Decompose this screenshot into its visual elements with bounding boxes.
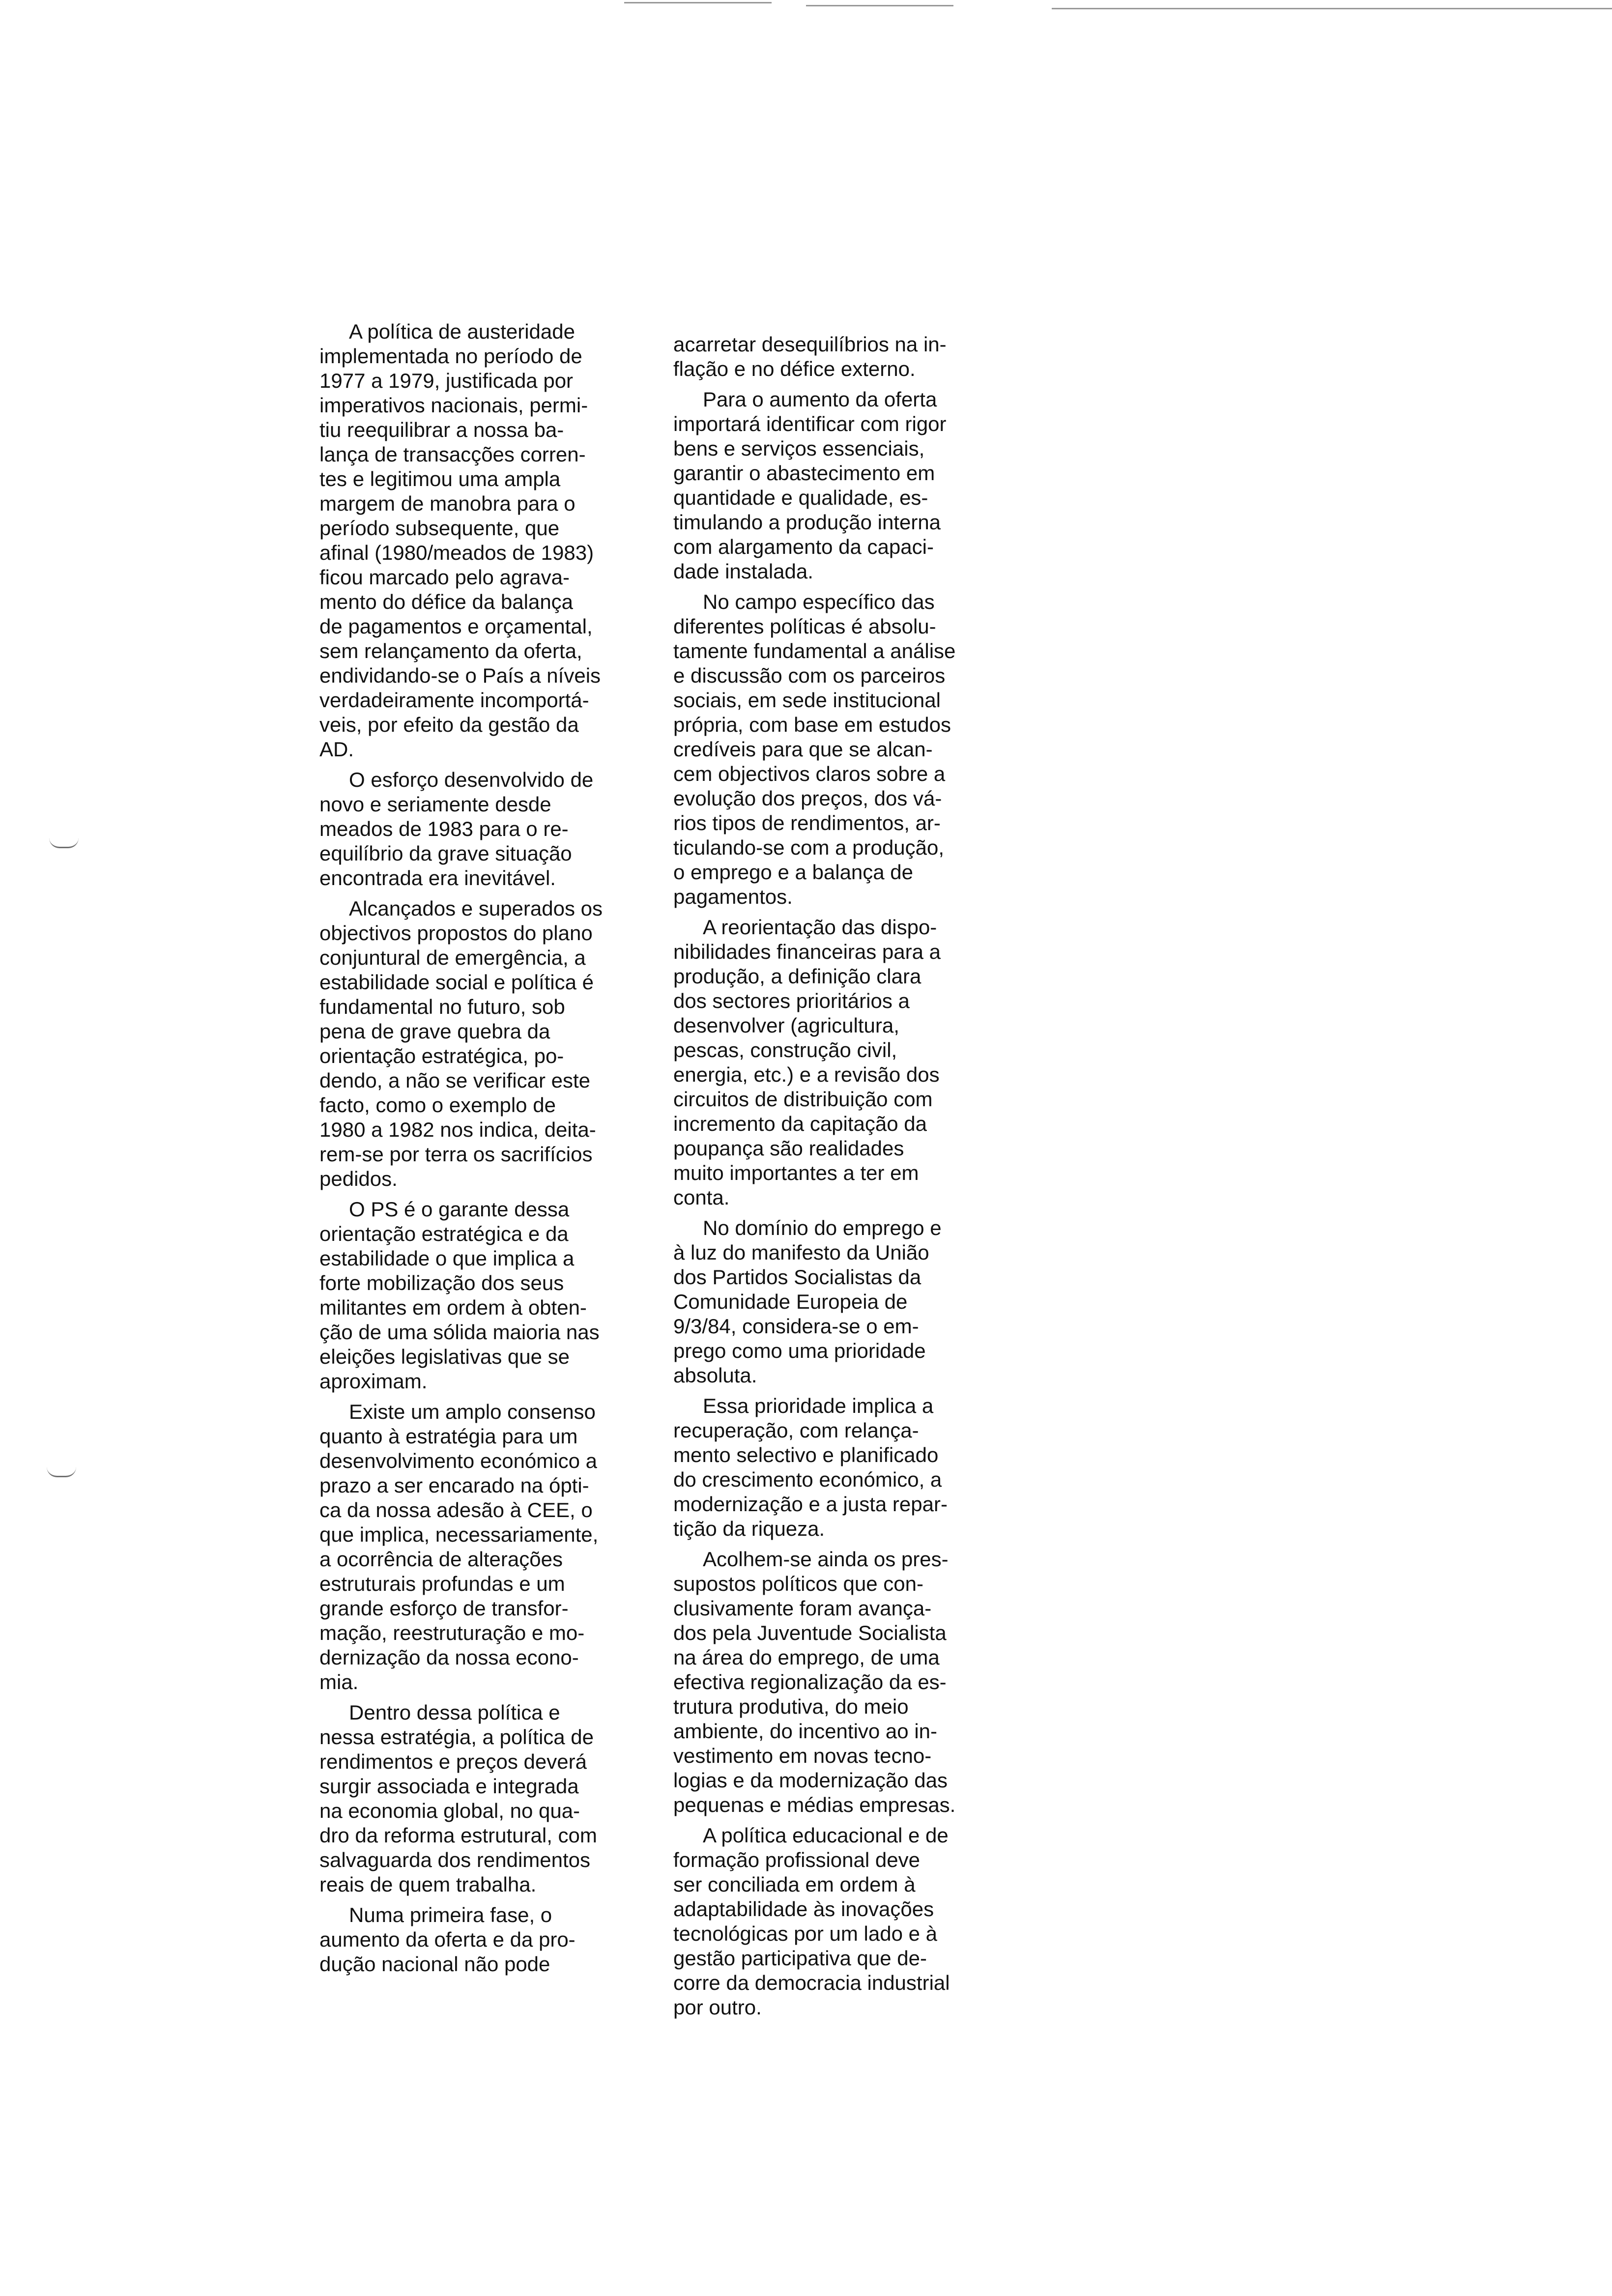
punch-hole-mark-upper	[49, 838, 79, 848]
paragraph-austerity: A política de austeridade implementada no período de 1977 a 1979, justificada por imperativos nacionais, permi- tiu reequilibrar a nossa ba- lança de transacções corren- tes e legitimou uma ampla margem de manobra para o período subsequente, que afinal (1980/meados de 1983) ficou marcado pelo agrava- mento do défice da balança de pagamentos e orçamental, sem relançamento da oferta, endividando-se o País a níveis verdadeiramente incomportá- veis, por efeito da gestão da AD.	[319, 320, 601, 761]
paragraph-first-phase: Numa primeira fase, o aumento da oferta e da pro- dução nacional não pode	[319, 1903, 576, 1976]
right-text-column	[673, 332, 1057, 2026]
left-text-column	[319, 319, 703, 1982]
paragraph-consensus: Existe um amplo consenso quanto à estratégia para um desenvolvimento económico a prazo a ser encarado na ópti- ca da nossa adesão à CEE, o que implica, necessariamente, a ocorrência de alterações estruturais profundas e um grande esforço de transfor- mação, reestruturação e mo- dernização da nossa econo- mia.	[319, 1400, 599, 1693]
paragraph-priority: Essa prioridade implica a recuperação, com relança- mento selectivo e planificado do crescimento económico, a modernização e a justa repar- tição da riqueza.	[673, 1394, 948, 1540]
paragraph-employment: No domínio do emprego e à luz do manifesto da União dos Partidos Socialistas da Comunidade Europeia de 9/3/84, considera-se o em- prego como uma prioridade absoluta.	[673, 1216, 942, 1387]
scan-line-top-3	[1052, 8, 1612, 9]
scan-line-top-2	[806, 5, 953, 6]
paragraph-policies: No campo específico das diferentes políticas é absolu- tamente fundamental a análise e discussão com os parceiros sociais, em sede institucional própria, com base em estudos credíveis para que se alcan- cem objectivos claros sobre a evolução dos preços, dos vá- rios tipos de rendimentos, ar- ticulando-se com a produção, o emprego e a balança de pagamentos.	[673, 590, 956, 908]
paragraph-financial: A reorientação das dispo- nibilidades financeiras para a produção, a definição clara dos sectores prioritários a desenvolver (agricultura, pescas, construção civil, energia, etc.) e a revisão dos circuitos de distribuição com incremento da capitação da poupança são realidades muito importantes a ter em conta.	[673, 916, 941, 1209]
paragraph-effort: O esforço desenvolvido de novo e seriamente desde meados de 1983 para o re- equilíbrio da grave situação encontrada era inevitável.	[319, 768, 594, 890]
paragraph-supply: Para o aumento da oferta importará identificar com rigor bens e serviços essenciais, garantir o abastecimento em quantidade e qualidade, es- timulando a produção interna com alargamento da capaci- dade instalada.	[673, 388, 947, 583]
paragraph-youth: Acolhem-se ainda os pres- supostos políticos que con- clusivamente foram avança- dos pela Juventude Socialista na área do emprego, de uma efectiva regionalização da es- trutura produtiva, do meio ambiente, do incentivo ao in- vestimento em novas tecno- logias e da modernização das pequenas e médias empresas.	[673, 1548, 956, 1816]
punch-hole-mark-lower	[47, 1467, 76, 1477]
paragraph-stability: Alcançados e superados os objectivos propostos do plano conjuntural de emergência, a estabilidade social e política é fundamental no futuro, sob pena de grave quebra da orientação estratégica, po- dendo, a não se verificar este facto, como o exemplo de 1980 a 1982 nos indica, deita- rem-se por terra os sacrifícios pedidos.	[319, 897, 603, 1190]
paragraph-ps-guarantee: O PS é o garante dessa orientação estratégica e da estabilidade o que implica a forte mobilização dos seus militantes em ordem à obten- ção de uma sólida maioria nas eleições legislativas que se aproximam.	[319, 1198, 600, 1393]
scan-line-top-1	[624, 2, 772, 3]
paragraph-income-policy: Dentro dessa política e nessa estratégia, a política de rendimentos e preços deverá surgir associada e integrada na economia global, no qua- dro da reforma estrutural, com salvaguarda dos rendimentos reais de quem trabalha.	[319, 1701, 597, 1896]
paragraph-continuation: acarretar desequilíbrios na in- flação e no défice externo.	[673, 333, 947, 380]
paragraph-education: A política educacional e de formação profissional deve ser conciliada em ordem à adaptabilidade às inovações tecnológicas por um lado e à gestão participativa que de- corre da democracia industrial por outro.	[673, 1824, 950, 2019]
